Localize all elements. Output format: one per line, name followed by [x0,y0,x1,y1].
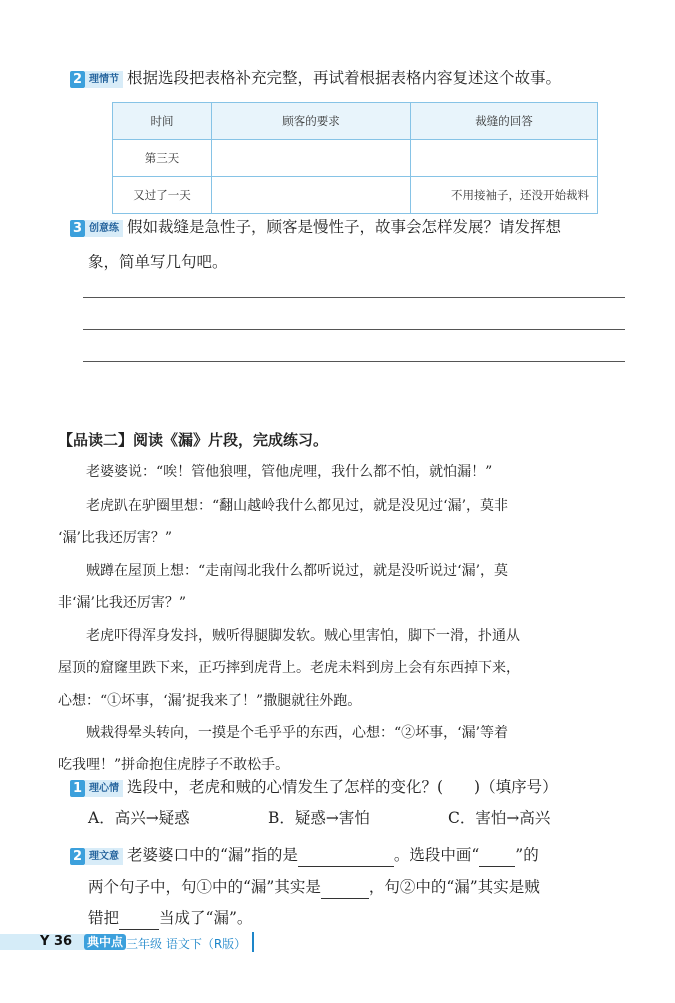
answer-line[interactable] [83,361,625,362]
question-text: 错把 [88,909,120,927]
table-row [113,177,598,214]
table-row [113,140,598,177]
answer-blank[interactable] [119,911,159,930]
question-text: 当成了“漏”。 [159,909,253,927]
question-text: 老婆婆口中的“漏”指的是 [127,846,298,864]
section-title: 【品读二】阅读《漏》片段，完成练习。 [58,431,329,449]
passage-line: ‘漏’比我还厉害？” [58,530,173,546]
table-header-row [113,103,598,140]
header-customer-request: 顾客的要求 [212,103,411,140]
q3-prompt-line2: 象，简单写几句吧。 [88,253,228,271]
cell-reply: 不用接袖子，还没开始裁料 [411,177,598,214]
question-text: ”的 [515,846,539,864]
passage-line: 老虎吓得浑身发抖，贼听得腿脚发软。贼心里害怕，脚下一滑，扑通从 [86,628,520,644]
cell-reply-blank[interactable] [411,140,598,177]
answer-blank[interactable] [298,848,394,867]
passage-line: 心想：“①坏事，‘漏’捉我来了！”撒腿就往外跑。 [58,693,362,709]
q2-prompt-line3 [88,906,252,930]
cell-request-blank[interactable] [212,140,411,177]
header-time: 时间 [113,103,212,140]
question-text: 根据选段把表格补充完整，再试着根据表格内容复述这个故事。 [127,69,562,87]
story-table [112,102,598,214]
passage-line: 贼蹲在屋顶上想：“走南闯北我什么都听说过，就是没听说过‘漏’，莫 [86,563,509,579]
question-text: 假如裁缝是急性子，顾客是慢性子，故事会怎样发展？请发挥想 [127,218,562,236]
answer-blank[interactable] [321,880,369,899]
answer-blank[interactable] [479,848,515,867]
passage-line: 非‘漏’比我还厉害？” [58,595,187,611]
header-tailor-reply: 裁缝的回答 [411,103,598,140]
question-tag: 理情节 [85,71,123,88]
q3-prompt [70,215,561,239]
passage-line: 老虎趴在驴圈里想：“翻山越岭我什么都见过，就是没见过‘漏’，莫非 [86,498,509,514]
q2-prompt [70,66,561,90]
question-tag: 创意练 [85,220,123,237]
passage-line: 吃我哩！”拼命抱住虎脖子不敢松手。 [58,757,290,773]
passage-line: 老婆婆说：“唉！管他狼哩，管他虎哩，我什么都不怕，就怕漏！” [86,464,493,480]
cell-time: 第三天 [113,140,212,177]
cell-time: 又过了一天 [113,177,212,214]
passage-line: 屋顶的窟窿里跌下来，正巧摔到虎背上。老虎未料到房上会有东西掉下来， [58,660,520,676]
brand-logo: 典中点 [84,934,126,950]
question-number: 2 [70,71,85,88]
question-number: 3 [70,220,85,237]
footer-divider [252,932,254,952]
question-text: 选段中，老虎和贼的心情发生了怎样的变化？( )（填序号） [127,778,558,796]
q1-prompt [70,775,558,799]
question-text: 两个句子中，句①中的“漏”其实是 [88,878,321,896]
question-text: ，句②中的“漏”其实是贼 [368,878,540,896]
option-b[interactable]: B．疑惑→害怕 [268,809,370,827]
option-a[interactable]: A．高兴→疑惑 [88,809,190,827]
question-number: 2 [70,848,85,865]
question-number: 1 [70,780,85,797]
cell-request-blank[interactable] [212,177,411,214]
answer-line[interactable] [83,329,625,330]
book-title: 三年级 语文下（R版） [126,937,247,951]
answer-line[interactable] [83,297,625,298]
q2-prompt-line2 [88,875,540,899]
q2-prompt [70,843,539,867]
page-number: Y 36 [40,934,73,949]
question-tag: 理心情 [85,780,123,797]
question-text: 。选段中画“ [393,846,480,864]
question-tag: 理文意 [85,848,123,865]
passage-line: 贼栽得晕头转向，一摸是个毛乎乎的东西，心想：“②坏事，‘漏’等着 [86,725,509,741]
option-c[interactable]: C．害怕→高兴 [448,809,551,827]
